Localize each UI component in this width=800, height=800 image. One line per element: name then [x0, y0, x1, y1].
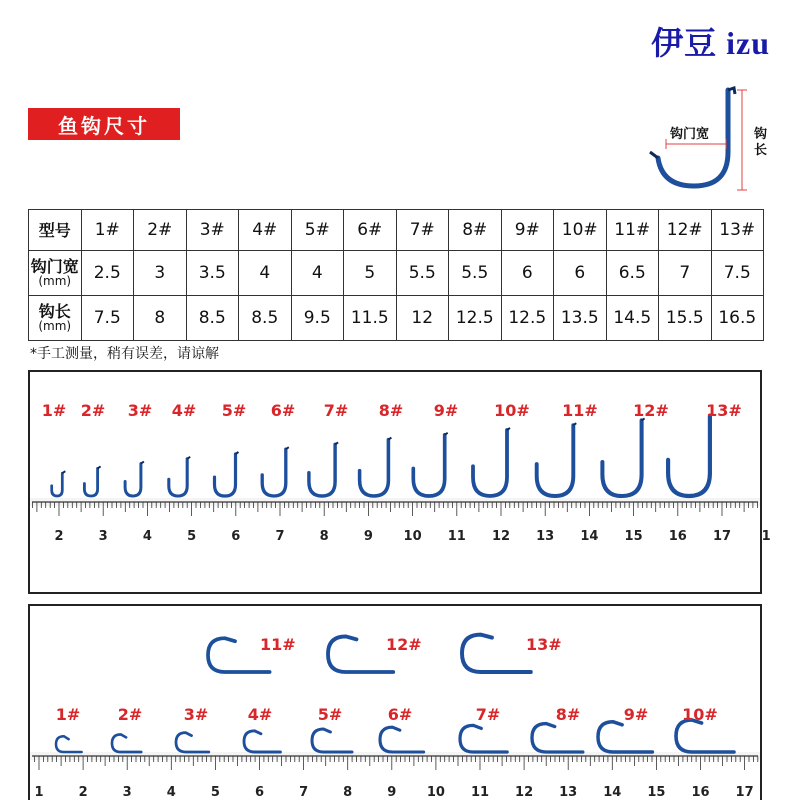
hook-dimension-diagram — [620, 82, 780, 200]
model-cell-10: 10# — [554, 210, 607, 251]
ruler-bottom-label: 11 — [470, 785, 490, 800]
hook-icon — [262, 447, 289, 496]
gap-width-header: 钩门宽 (mm) — [29, 251, 82, 296]
model-cell-4: 4# — [239, 210, 292, 251]
ruler-bottom-label: 9 — [387, 785, 397, 800]
hook-size-label: 10# — [494, 401, 530, 420]
ruler-bottom-label: 17 — [735, 785, 754, 800]
hook-size-label: 13# — [706, 401, 742, 420]
hook-icon — [537, 423, 577, 496]
ruler-top-label: 9 — [363, 529, 373, 544]
hook-icon — [532, 724, 583, 752]
model-cell-2: 2# — [134, 210, 187, 251]
ruler-bottom-label: 7 — [299, 785, 309, 800]
gap-width-cell-2: 3 — [134, 251, 187, 296]
hook-size-label: 11# — [562, 401, 598, 420]
lying-hooks-ruler-figure — [30, 606, 760, 800]
hook-size-label: 12# — [386, 635, 422, 654]
hook-icon — [462, 635, 531, 672]
hook-size-label: 6# — [387, 705, 413, 724]
length-label-top: 钩 — [754, 127, 768, 142]
hook-size-label: 1# — [41, 401, 67, 420]
hook-icon — [176, 733, 209, 752]
hook-length-cell-13: 16.5 — [711, 296, 764, 341]
ruler-bottom — [30, 752, 760, 800]
ruler-top-label: 3 — [98, 529, 108, 544]
gap-width-cell-9: 6 — [501, 251, 554, 296]
hook-size-label: 1# — [55, 705, 81, 724]
ruler-bottom-label: 12 — [515, 785, 534, 800]
photo-panel-upright-hooks — [28, 370, 771, 594]
hook-size-label: 5# — [317, 705, 343, 724]
ruler-bottom-label: 5 — [210, 785, 220, 800]
hook-length-cell-3: 8.5 — [186, 296, 239, 341]
gap-width-cell-3: 3.5 — [186, 251, 239, 296]
hook-icon — [473, 428, 510, 496]
brand-logo: 伊豆 izu — [651, 25, 770, 61]
hook-length-cell-5: 9.5 — [291, 296, 344, 341]
photo-panel-lying-hooks — [28, 604, 762, 800]
hook-icon — [84, 466, 100, 496]
length-label-bottom: 长 — [754, 143, 768, 158]
gap-width-cell-6: 5 — [344, 251, 397, 296]
hook-icon — [56, 736, 82, 752]
table-header-row — [29, 210, 764, 251]
hook-size-label: 10# — [682, 705, 718, 724]
hook-icon — [360, 438, 392, 496]
ruler-top-label: 2 — [54, 529, 64, 544]
hook-icon — [328, 636, 393, 672]
gap-width-cell-13: 7.5 — [711, 251, 764, 296]
ruler-bottom-label: 16 — [691, 785, 710, 800]
gap-label: 钩门宽 — [670, 127, 710, 142]
hook-length-cell-8: 12.5 — [449, 296, 502, 341]
hook-length-cell-7: 12 — [396, 296, 449, 341]
gap-width-cell-7: 5.5 — [396, 251, 449, 296]
ruler-top-label: 17 — [712, 529, 732, 544]
hook-length-cell-9: 12.5 — [501, 296, 554, 341]
hook-length-header: 钩长 (mm) — [29, 296, 82, 341]
ruler-top-label: 13 — [536, 529, 555, 544]
ruler-bottom-label: 15 — [647, 785, 666, 800]
ruler-top-label: 11 — [447, 529, 466, 544]
ruler-bottom-label: 13 — [559, 785, 578, 800]
hook-size-label: 6# — [270, 401, 296, 420]
hook-size-label: 2# — [117, 705, 143, 724]
gap-width-cell-12: 7 — [659, 251, 712, 296]
model-cell-11: 11# — [606, 210, 659, 251]
model-cell-1: 1# — [81, 210, 134, 251]
ruler-top — [30, 498, 771, 544]
hook-icon — [309, 442, 338, 496]
hook-length-cell-6: 11.5 — [344, 296, 397, 341]
hook-icon — [380, 727, 424, 752]
ruler-bottom-label: 1 — [34, 785, 44, 800]
ruler-top-label: 16 — [668, 529, 687, 544]
hook-icon — [460, 725, 507, 752]
hook-icon — [169, 457, 190, 496]
hook-icon — [125, 462, 144, 496]
hook-length-cell-12: 15.5 — [659, 296, 712, 341]
model-cell-7: 7# — [396, 210, 449, 251]
hook-icon — [598, 722, 652, 752]
hook-length-cell-2: 8 — [134, 296, 187, 341]
gap-width-cell-1: 2.5 — [81, 251, 134, 296]
hook-size-label: 13# — [526, 635, 562, 654]
model-cell-8: 8# — [449, 210, 502, 251]
ruler-top-label: 7 — [275, 529, 285, 544]
ruler-bottom-label: 4 — [166, 785, 176, 800]
hook-size-label: 5# — [221, 401, 247, 420]
ruler-top-label: 10 — [403, 529, 422, 544]
section-title-badge: 鱼钩尺寸 — [28, 108, 180, 140]
ruler-top-label: 8 — [319, 529, 329, 544]
hook-size-label: 3# — [127, 401, 153, 420]
size-spec-table — [28, 209, 764, 341]
hook-icon — [602, 418, 644, 496]
ruler-bottom-label: 10 — [426, 785, 445, 800]
ruler-top-label: 14 — [580, 529, 599, 544]
ruler-top-label: 4 — [142, 529, 152, 544]
hook-size-label: 9# — [623, 705, 649, 724]
hook-icon — [112, 734, 141, 752]
gap-width-cell-8: 5.5 — [449, 251, 502, 296]
model-cell-13: 13# — [711, 210, 764, 251]
hook-size-label: 4# — [171, 401, 197, 420]
model-cell-5: 5# — [291, 210, 344, 251]
ruler-bottom-label: 6 — [254, 785, 265, 800]
model-cell-6: 6# — [344, 210, 397, 251]
ruler-top-label: 5 — [187, 529, 197, 544]
hook-icon — [413, 433, 447, 496]
hook-icon — [215, 452, 239, 496]
model-header: 型号 — [29, 210, 82, 251]
hook-length-cell-11: 14.5 — [606, 296, 659, 341]
ruler-bottom-label: 2 — [78, 785, 88, 800]
ruler-bottom-label: 14 — [603, 785, 622, 800]
hook-size-label: 3# — [183, 705, 209, 724]
gap-width-cell-4: 4 — [239, 251, 292, 296]
hook-icon — [676, 720, 734, 752]
hook-length-cell-1: 7.5 — [81, 296, 134, 341]
hook-length-cell-10: 13.5 — [554, 296, 607, 341]
hook-icon — [244, 731, 280, 752]
hook-size-label: 8# — [378, 401, 404, 420]
model-cell-3: 3# — [186, 210, 239, 251]
hook-size-label: 11# — [260, 635, 296, 654]
model-cell-9: 9# — [501, 210, 554, 251]
hook-length-row — [29, 296, 764, 341]
ruler-top-label: 6 — [231, 529, 241, 544]
hook-size-label: 8# — [555, 705, 581, 724]
model-cell-12: 12# — [659, 210, 712, 251]
hook-size-label: 7# — [323, 401, 349, 420]
hook-size-label: 7# — [475, 705, 501, 724]
gap-width-cell-10: 6 — [554, 251, 607, 296]
hook-length-cell-4: 8.5 — [239, 296, 292, 341]
gap-width-cell-11: 6.5 — [606, 251, 659, 296]
measurement-note: *手工测量，稍有误差，请谅解 — [30, 346, 219, 362]
gap-width-row — [29, 251, 764, 296]
hook-size-label: 4# — [247, 705, 273, 724]
hook-size-label: 9# — [433, 401, 459, 420]
upright-hooks-ruler-figure — [30, 372, 771, 592]
gap-width-cell-5: 4 — [291, 251, 344, 296]
ruler-bottom-label: 3 — [122, 785, 132, 800]
ruler-top-label: 1 — [761, 529, 771, 544]
hook-icon — [52, 471, 66, 496]
hook-size-label: 12# — [633, 401, 669, 420]
ruler-top-label: 15 — [624, 529, 643, 544]
ruler-bottom-label: 8 — [343, 785, 353, 800]
hook-icon — [312, 729, 352, 752]
hook-size-label: 2# — [80, 401, 106, 420]
hook-icon — [668, 414, 713, 496]
ruler-top-label: 12 — [491, 529, 511, 544]
